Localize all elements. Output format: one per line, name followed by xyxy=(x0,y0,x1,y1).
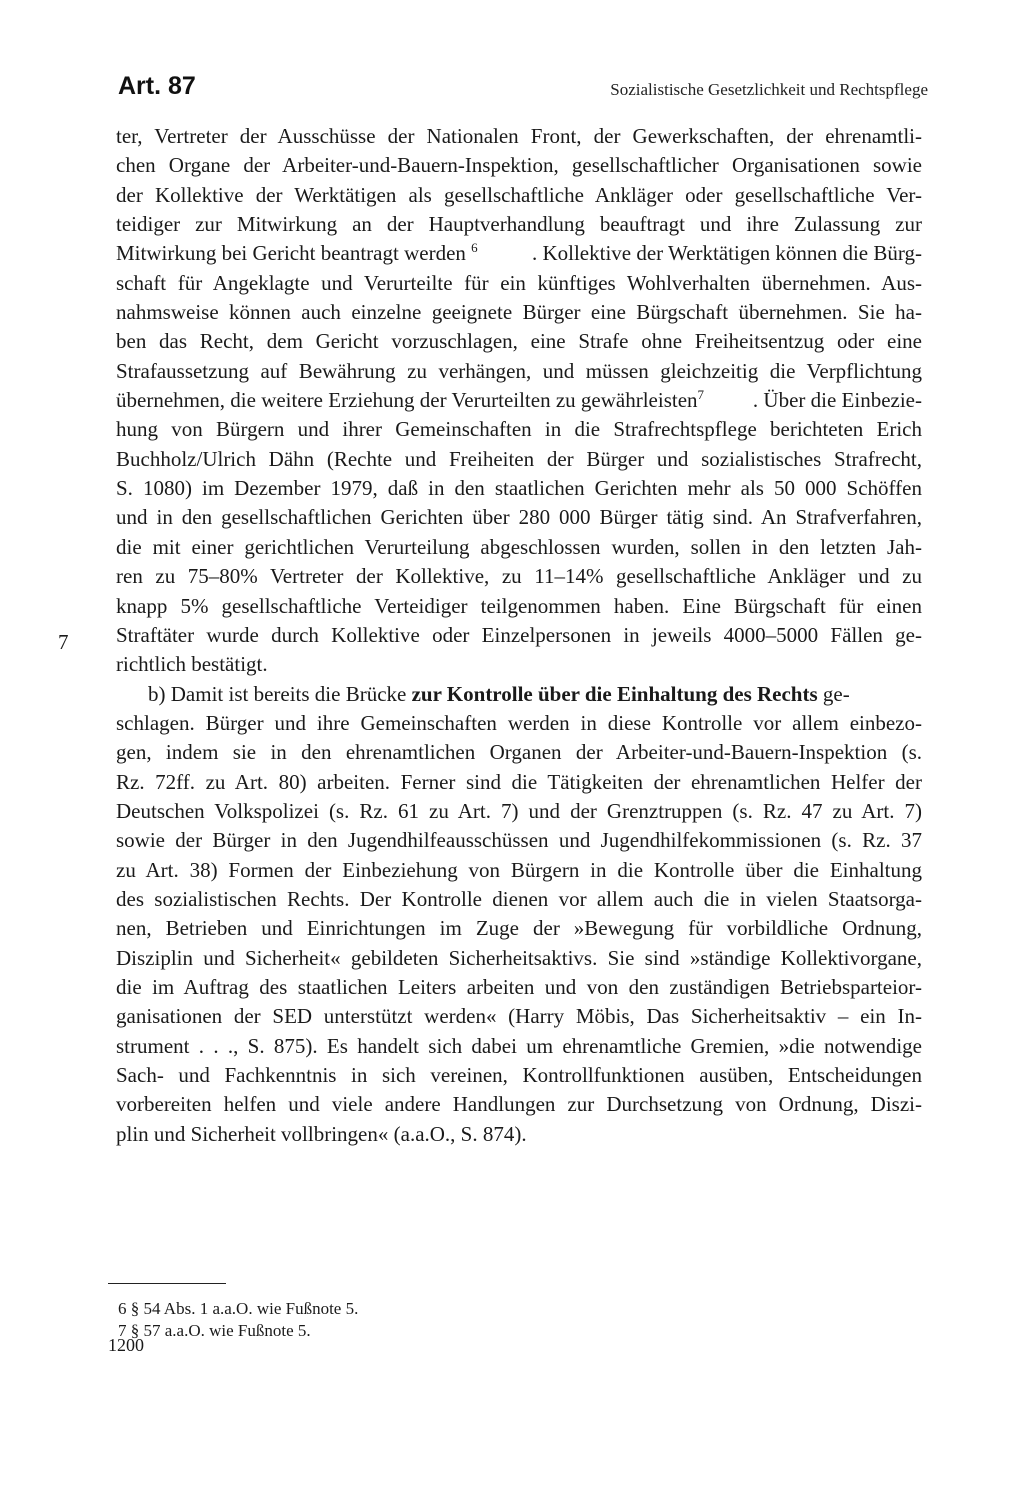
text-line: plin und Sicherheit vollbringen« (a.a.O., S. 874). xyxy=(116,1121,527,1146)
text-line: der Kollektive der Werktätigen als gesellschaftliche Ankläger oder gesellschaftliche Ver- xyxy=(116,182,922,207)
bold-phrase: zur Kontrolle über die Einhaltung des Rechts xyxy=(411,681,818,706)
text-line: hung von Bürgern und ihrer Gemeinschaften in die Strafrechtspflege berichteten Erich xyxy=(116,417,922,442)
text-line: knapp 5% gesellschaftliche Verteidiger teilgenommen haben. Eine Bürgschaft für einen xyxy=(116,593,922,618)
text-line: ben das Recht, dem Gericht vorzuschlagen, eine Strafe ohne Freiheitsentzug oder eine xyxy=(116,329,922,354)
text-line: Sach- und Fachkenntnis in sich vereinen, Kontrollfunktionen ausüben, Entscheidungen xyxy=(116,1063,922,1087)
text-line: teidiger zur Mitwirkung an der Hauptverhandlung beauftragt und ihre Zulassung zur xyxy=(116,212,922,237)
text-span: Mitwirkung bei Gericht beantragt werden xyxy=(116,241,466,266)
body-text xyxy=(116,122,922,1149)
text-span: b) Damit ist bereits die Brücke xyxy=(148,681,412,706)
text-line: chen Organe der Arbeiter-und-Bauern-Inspektion, gesellschaftlicher Organisationen sowie xyxy=(116,153,922,178)
text-line: Buchholz/Ulrich Dähn (Rechte und Freiheiten der Bürger und sozialistisches Strafrecht, xyxy=(116,446,922,471)
footnote-divider xyxy=(108,1283,226,1284)
text-span: . Kollektive der Werktätigen können die Bürg- xyxy=(531,241,922,266)
text-line: die mit einer gerichtlichen Verurteilung abgeschlossen wurden, sollen in den letzten Jah- xyxy=(116,534,922,559)
text-line: vorbereiten helfen und viele andere Handlungen zur Durchsetzung von Ordnung, Diszi- xyxy=(116,1092,922,1117)
footnote: 6 § 54 Abs. 1 a.a.O. wie Fußnote 5. xyxy=(118,1299,359,1318)
text-line xyxy=(116,680,922,709)
page-number: 1200 xyxy=(108,1335,144,1355)
text-line: gen, indem sie in den ehrenamtlichen Organen der Arbeiter-und-Bauern-Inspektion (s. xyxy=(116,740,922,765)
text-line: schaft für Angeklagte und Verurteilte für ein künftiges Wohlverhalten übernehmen. Aus- xyxy=(116,270,922,295)
text-line: Deutschen Volkspolizei (s. Rz. 61 zu Art. 7) und der Grenztruppen (s. Rz. 47 zu Art. 7) xyxy=(116,798,922,823)
text-line: zu Art. 38) Formen der Einbeziehung von Bürgern in die Kontrolle über die Einhaltung xyxy=(116,857,922,882)
footnote: 7 § 57 a.a.O. wie Fußnote 5. xyxy=(118,1321,311,1340)
text-line: des sozialistischen Rechts. Der Kontrolle dienen vor allem auch die in vielen Staatsorga- xyxy=(116,886,922,911)
footnote-ref: 7 xyxy=(697,387,705,403)
article-heading: Art. 87 xyxy=(118,72,196,100)
running-title: Sozialistische Gesetzlichkeit und Rechtspflege xyxy=(610,80,928,99)
footnote-ref: 6 xyxy=(471,240,478,256)
text-line: sowie der Bürger in den Jugendhilfeausschüssen und Jugendhilfekommissionen (s. Rz. 37 xyxy=(116,828,922,853)
text-line: richtlich bestätigt. xyxy=(116,652,268,677)
text-line: ter, Vertreter der Ausschüsse der Nationalen Front, der Gewerkschaften, der ehrenamtli- xyxy=(116,124,922,148)
text-line: strument . . ., S. 875). Es handelt sich dabei um ehrenamtliche Gremien, »die notwendige xyxy=(116,1033,922,1058)
text-span: . Über die Einbezie- xyxy=(752,388,922,413)
text-line xyxy=(116,386,922,415)
text-line: die im Auftrag des staatlichen Leiters arbeiten und von den zuständigen Betriebsparteior- xyxy=(116,974,922,999)
text-line: Strafaussetzung auf Bewährung zu verhängen, und müssen gleichzeitig die Verpflichtung xyxy=(116,358,922,383)
text-span: ge- xyxy=(817,681,850,706)
text-line: und in den gesellschaftlichen Gerichten über 280 000 Bürger tätig sind. An Strafverfahren, xyxy=(116,505,922,530)
text-line: Straftäter wurde durch Kollektive oder Einzelpersonen in jeweils 4000–5000 Fällen ge- xyxy=(116,622,922,647)
text-line: schlagen. Bürger und ihre Gemeinschaften werden in diese Kontrolle vor allem einbezo- xyxy=(116,710,922,735)
text-line: nahmsweise können auch einzelne geeignete Bürger eine Bürgschaft übernehmen. Sie ha- xyxy=(116,300,922,325)
text-line: S. 1080) im Dezember 1979, daß in den staatlichen Gerichten mehr als 50 000 Schöffen xyxy=(116,476,922,501)
text-span: übernehmen, die weitere Erziehung der Verurteilten zu gewährleisten xyxy=(116,388,698,413)
text-line: nen, Betrieben und Einrichtungen im Zuge der »Bewegung für vorbildliche Ordnung, xyxy=(116,916,922,941)
text-line: Disziplin und Sicherheit« gebildeten Sicherheitsaktivs. Sie sind »ständige Kollektivorgane, xyxy=(116,945,922,970)
text-line xyxy=(116,239,922,268)
text-line: ganisationen der SED unterstützt werden« (Harry Möbis, Das Sicherheitsaktiv – ein In- xyxy=(116,1004,922,1029)
text-line: ren zu 75–80% Vertreter der Kollektive, zu 11–14% gesellschaftliche Ankläger und zu xyxy=(116,564,922,589)
margin-number: 7 xyxy=(58,630,69,654)
text-line: Rz. 72ff. zu Art. 80) arbeiten. Ferner sind die Tätigkeiten der ehrenamtlichen Helfer der xyxy=(116,769,922,794)
